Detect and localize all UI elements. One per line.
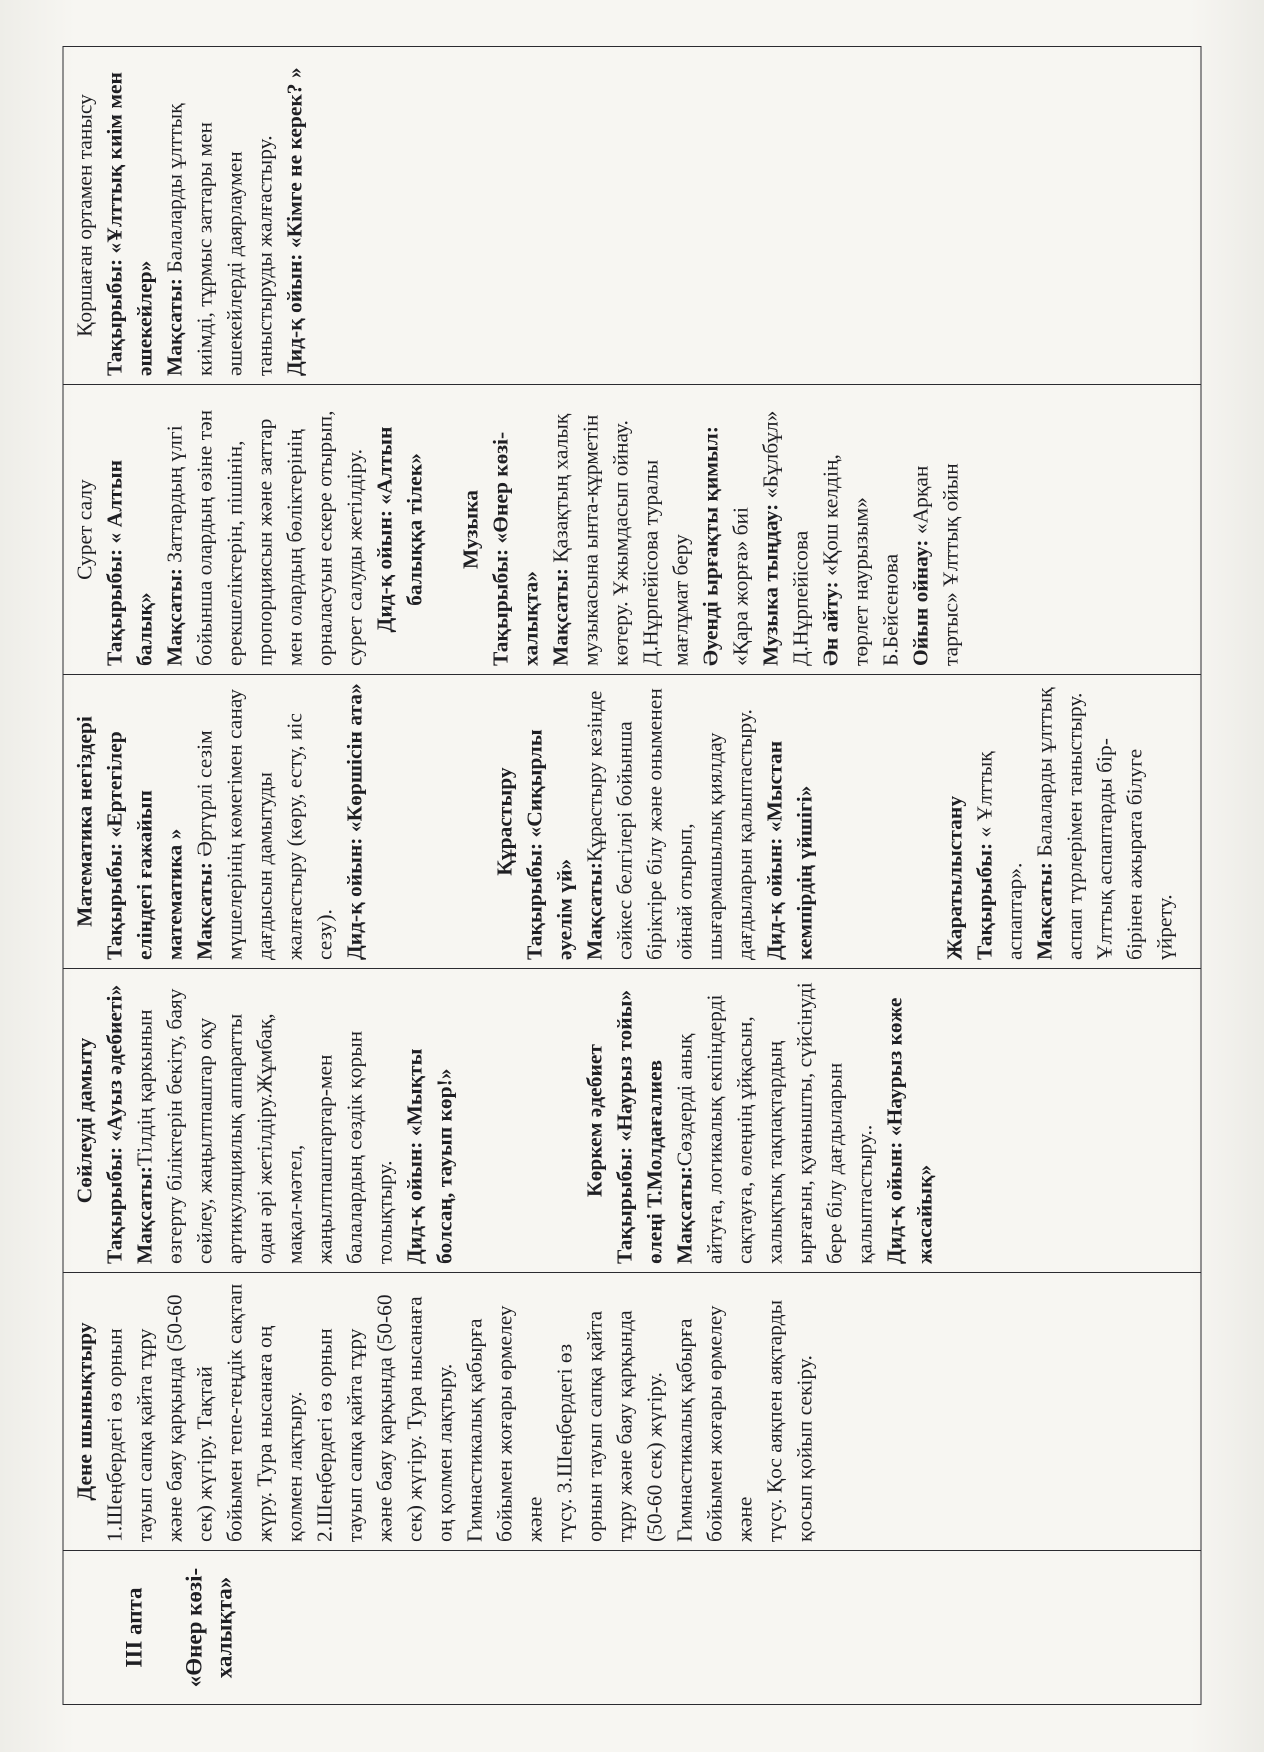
cell-text: орнын тауып сапқа қайта тұру және баяу қарқында (50-60 сек) жүгіру. Гимнастикалық қабырға бойымен жоғары өрмелеу және <box>582 1305 757 1542</box>
cell-text: 1.Шеңбердегі өз орнын тауып сапқа қайта тұру және баяу қарқында (50-60 сек) жүгіру. Тақтай бойымен тепе-теңдік сақтап жүру. Тура нысанаға оң қолмен лақтыру. <box>102 1283 307 1542</box>
topic-text: « Алтын балық» <box>102 460 157 666</box>
goal-label: Мақсаты: <box>548 568 573 666</box>
goal-label: Мақсаты: <box>672 1166 697 1264</box>
cell-text: 2.Шеңбердегі өз орнын тауып сапқа қайта тұру және баяу қарқында (50-60 сек) жүгіру. Тура нысанаға <box>312 1294 427 1542</box>
game-text: «Наурыз көже жасайық» <box>882 997 937 1264</box>
game-text: «Алтын балыққа тілек» <box>372 426 427 606</box>
cell-text: оң қолмен лақтыру. Гимнастикалық қабырға бойымен жоғары өрмелеу және <box>432 1305 547 1542</box>
game-label: Дид-қ ойын: <box>342 837 367 960</box>
goal-label: Мақсаты: <box>582 862 607 960</box>
topic-label: Тақырыбы: <box>102 258 127 376</box>
goal-text: Құрастыру кезінде сәйкес белгілері бойынша біріктіре білу және оныменен ойнай отырып, шығармашылық қиялдау дағдыларын қалыптастыру. <box>582 688 757 960</box>
cell-subtitle: Музыка <box>458 490 483 569</box>
topic-label: Тақырыбы: <box>102 842 127 960</box>
goal-text: Сөздерді анық айтуға, логикалық екпіндерді сақтауға, өлеңнің ұйқасын, халықтық тақпақтардың ырғағын, қуанышты, сүйсінуді бере білу дағдыларын қалыптастыру.. <box>672 982 877 1264</box>
goal-text: Заттардың үлгі бойынша олардың өзіне тән ерекшеліктерін, пішінін, пропорциясын және заттар мен олардың бөліктерінің орналасуын ескере отырып, сурет салуды жетілдіру. <box>162 409 367 666</box>
play-label: Ойын ойнау: <box>908 539 933 666</box>
game-text: «Кімге не керек? » <box>282 67 307 249</box>
cell-title: Сөйлеуді дамыту <box>72 1037 97 1204</box>
game-text: «Мыстан кемпірдің үйшігі» <box>762 740 817 960</box>
topic-label: Тақырыбы: <box>972 842 997 960</box>
game-label: Дид-қ ойын: <box>882 1141 907 1264</box>
topic-text: «Ұлттық киім мен әшекейлер» <box>102 72 157 376</box>
game-text: «Көршісін ата» <box>342 683 367 833</box>
topic-text: «Сиқырлы әуелім үй» <box>522 729 577 960</box>
week-theme: «Өнер көзі- халықта» <box>181 1567 237 1688</box>
game-text: «Мықты болсаң, тауып көр!» <box>402 1048 457 1264</box>
topic-text: «Өнер көзі-халықта» <box>488 431 543 666</box>
goal-label: Мақсаты: <box>132 1166 157 1264</box>
lesson-plan-table <box>63 46 1202 1705</box>
topic-label: Тақырыбы: <box>102 1146 127 1264</box>
topic-label: Тақырыбы: <box>488 548 513 666</box>
topic-label: Тақырыбы: <box>522 842 547 960</box>
topic-label: Тақырыбы: <box>102 548 127 666</box>
goal-label: Мақсаты: <box>192 862 217 960</box>
goal-text: Қазақтың халық музыкасына ынта-құрметін көтеру. Ұжымдасып ойнау. Д.Нұрпейісова туралы мағлұмат беру <box>548 413 693 666</box>
cell-text: түсу. Қос аяқпен аяқтарды қосып қойып секіру. <box>762 1299 817 1542</box>
goal-label: Мақсаты: <box>1032 862 1057 960</box>
cell-subtitle: Жаратылыстану <box>942 795 967 960</box>
topic-text: «Ертегілер еліндегі ғажайып математика » <box>102 731 187 960</box>
goal-text: Әртүрлі сезім мүшелерінің көмегімен санау дағдысын дамытуды жалғастыру (көру, есту, иіс сезу). <box>192 688 337 960</box>
physical-education-cell <box>63 1273 1201 1551</box>
rhythm-text: «Қара жорға» биі <box>728 506 753 666</box>
game-label: Дид-қ ойын: <box>282 253 307 376</box>
mathematics-cell <box>63 675 1201 969</box>
table-row <box>63 47 1201 1705</box>
song-text: «Қош келдің, төрлет наурызым» Б.Бейсенова <box>818 454 903 666</box>
drawing-music-cell <box>63 385 1201 675</box>
cell-title: Дене шынықтыру <box>72 1322 97 1501</box>
topic-text: «Ауыз әдебиеті» <box>102 984 127 1142</box>
listen-text: «Бұлбұл» Д.Нұрпейісова <box>758 410 813 666</box>
week-cell <box>63 1551 1201 1705</box>
goal-text: Балаларды ұлттық аспап түрлерімен таныстыру. Ұлттық аспаптарды бір- бірінен ажырата білуге үйрету. <box>1032 687 1177 960</box>
speech-development-cell <box>63 969 1201 1273</box>
play-text: «Арқан тартыс» Ұлттық ойын <box>908 463 963 666</box>
game-label: Дид-қ ойын: <box>372 510 397 633</box>
song-label: Ән айту: <box>818 581 843 666</box>
topic-text: « Ұлттық аспаптар». <box>972 751 1027 960</box>
topic-text: «Наурыз тойы» өлеңі Т.Молдағалиев <box>612 989 667 1264</box>
environment-cell <box>63 47 1201 385</box>
week-label: III апта <box>121 1587 147 1668</box>
cell-title: Математика негіздері <box>72 716 97 927</box>
cell-text: түсу. 3.Шеңбердегі өз <box>552 1343 577 1542</box>
goal-label: Мақсаты: <box>162 568 187 666</box>
topic-label: Тақырыбы: <box>612 1146 637 1264</box>
cell-subtitle: Көркем әдебиет <box>582 1044 607 1197</box>
game-label: Дид-қ ойын: <box>762 837 787 960</box>
cell-title: Қоршаған ортамен танысу <box>72 94 97 337</box>
listen-label: Музыка тыңдау: <box>758 503 783 666</box>
goal-text: Балаларды ұлттық киімді, тұрмыс заттары мен әшекейлерді даярлаумен таныстыруды жалғастыру. <box>162 103 277 376</box>
goal-text: Тілдің қаркынын өзгерту біліктерін бекіту, баяу сөйлеу, жаңылтпаштар оқу артикуляциялық аппаратты одан әрі жетілдіру.Жұмбақ, мақал-мәтел, жаңылтпаштартар-мен балалардың сөздік қорын толықтыру. <box>132 988 397 1264</box>
cell-subtitle: Құрастыру <box>492 767 517 876</box>
cell-title: Сурет салу <box>72 479 97 580</box>
goal-label: Мақсаты: <box>162 278 187 376</box>
rhythm-label: Әуенді ырғақты қимыл: <box>698 426 723 666</box>
rotated-page <box>63 47 1202 1705</box>
game-label: Дид-қ ойын: <box>402 1141 427 1264</box>
